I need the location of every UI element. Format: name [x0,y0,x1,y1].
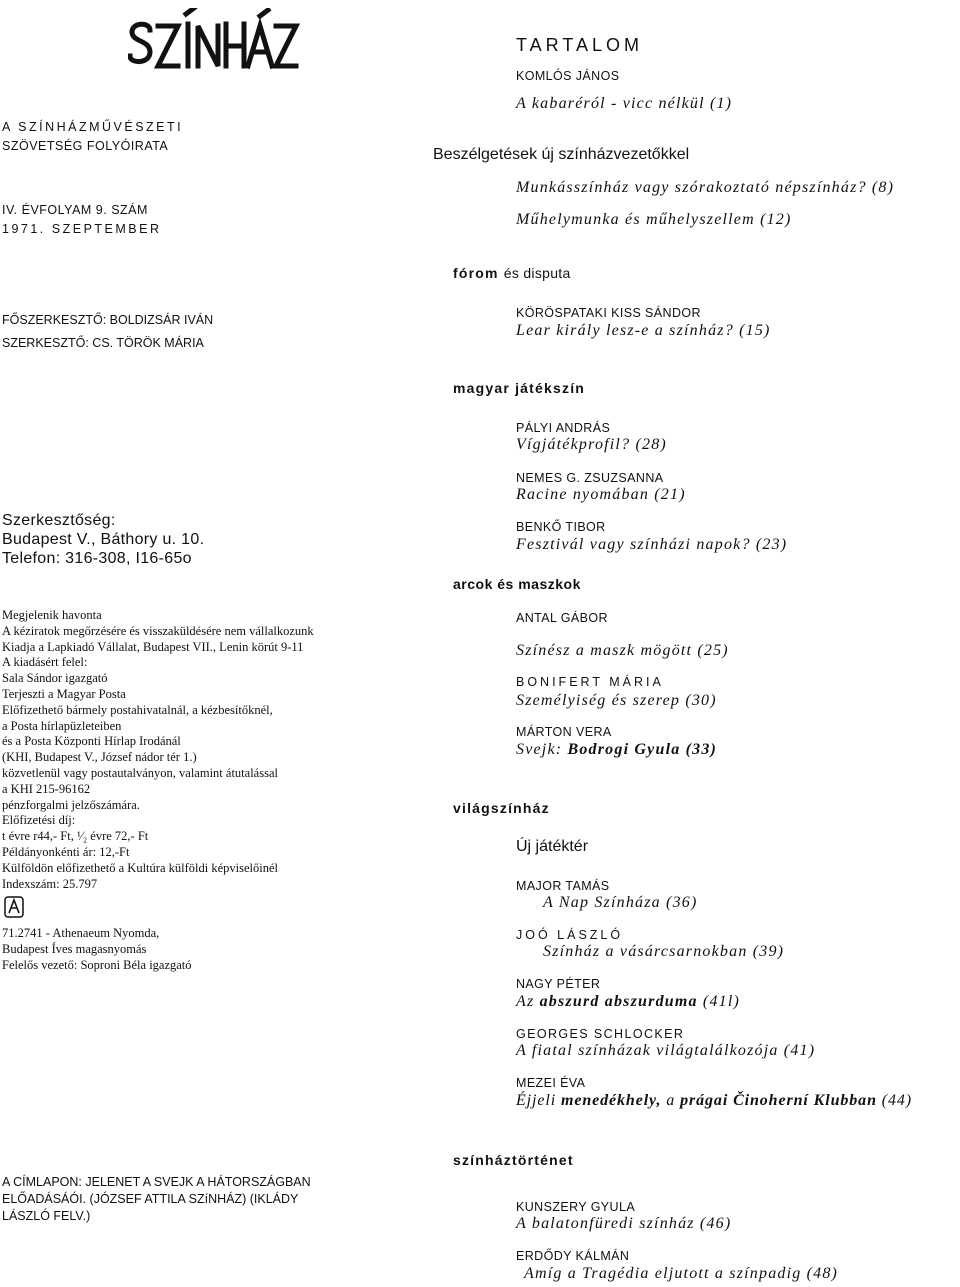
article-title: A fiatal színházak világtalálkozója (41) [516,1042,816,1059]
article-title: A kabaréról - vicc nélkül (1) [516,95,733,112]
colophon-line: Megjelenik havonta [2,608,102,622]
article-title: Színház a vásárcsarnokban (39) [543,943,785,960]
publisher-line-1: A SZÍNHÁZMŰVÉSZETI [2,120,184,134]
article-author: PÁLYI ANDRÁS [516,421,611,435]
section-heading-vilag: világszínház [453,800,550,816]
title-part-bold: Bodrogi Gyula (33) [567,741,718,758]
editor-in-chief: FŐSZERKESZTŐ: BOLDIZSÁR IVÁN [2,313,214,327]
article-title: Fesztivál vagy színházi napok? (23) [516,536,788,553]
section-heading-tortenet: színháztörténet [453,1152,574,1168]
colophon-line: (KHI, Budapest V., József nádor tér 1.) [2,750,197,765]
colophon-line: Indexszám: 25.797 [2,876,98,891]
section-heading-forum [453,265,571,281]
publisher-line-2: SZÖVETSÉG FOLYÓIRATA [2,139,169,153]
toc-heading: TARTALOM [516,35,644,55]
colophon-line: a KHI 215-96162 [2,781,91,796]
title-part-bold: abszurd abszurduma [539,993,698,1010]
office-label: Szerkesztőség: [2,512,116,529]
office-address: Budapest V., Báthory u. 10. [2,531,205,548]
article-title: Személyiség és szerep (30) [516,692,717,709]
colophon-line: a Posta hírlapüzleteiben [2,718,122,733]
article-author: BENKŐ TIBOR [516,520,606,534]
article-author: JOÓ LÁSZLÓ [516,928,624,942]
article-title: Munkásszínház vagy szórakoztató népszínház? (8) [516,179,895,196]
article-title [516,1092,912,1110]
colophon-line: és a Posta Központi Hírlap Irodánál [2,734,181,749]
colophon-line: t évre r44,- Ft, ¹⁄₂ évre 72,- Ft [2,829,149,844]
article-author: MEZEI ÉVA [516,1076,586,1090]
colophon-line: közvetlenül vagy postautalványon, valamint átutalással [2,765,278,780]
article-title: Racine nyomában (21) [516,486,686,503]
colophon-line: Előfizetési díj: [2,813,76,828]
article-author: BONIFERT MÁRIA [516,675,664,689]
article-author: KOMLÓS JÁNOS [516,69,620,83]
printer-line: Budapest Íves magasnyomás [2,942,147,957]
article-author: ERDŐDY KÁLMÁN [516,1249,630,1263]
title-part-bold: menedékhely, [560,1092,662,1109]
title-part-bold: prágai Činoherní Klubban [680,1092,877,1109]
colophon-line: Sala Sándor igazgató [2,671,108,686]
szinhaz-logo-icon [128,8,300,78]
colophon-line: Kiadja a Lapkiadó Vállalat, Budapest VII., Lenin körút 9-11 [2,639,304,654]
title-part: a [666,1092,676,1109]
article-title: Lear király lesz-e a színház? (15) [516,322,771,339]
subsection-new-stage: Új játéktér [516,838,589,855]
printer-mark-area [2,892,402,926]
volume-number: IV. ÉVFOLYAM 9. SZÁM [2,203,148,217]
section-heading-magyar: magyar játékszín [453,380,586,396]
article-author: GEORGES SCHLOCKER [516,1027,685,1041]
title-part: Éjjeli [516,1092,557,1109]
article-author: NAGY PÉTER [516,977,601,991]
colophon-line: A kiadásért felel: [2,655,88,670]
article-title: Műhelymunka és műhelyszellem (12) [516,211,792,228]
article-author: MÁRTON VERA [516,725,612,739]
printer-line: Felelős vezető: Soproni Béla igazgató [2,957,192,972]
title-part: (44) [881,1092,913,1109]
colophon-line: Terjeszti a Magyar Posta [2,686,126,701]
colophon-line: Előfizethető bármely postahivatalnál, a kézbesítőknél, [2,702,273,717]
article-author: MAJOR TAMÁS [516,879,610,893]
printer-mark-icon [4,896,24,918]
title-part: Svejk: [516,741,563,758]
colophon-line: pénzforgalmi jelzőszámára. [2,797,140,812]
article-title: A balatonfüredi színház (46) [516,1215,732,1232]
colophon-line: Példányonkénti ár: 12,-Ft [2,844,130,859]
article-author: NEMES G. ZSUZSANNA [516,471,664,485]
section-heading-part: és disputa [503,265,571,281]
article-title: Vígjátékprofil? (28) [516,436,667,453]
issue-date: 1971. SZEPTEMBER [2,222,162,236]
section-heading-part: fórom [453,265,499,281]
article-title: Színész a maszk mögött (25) [516,642,729,659]
office-phone: Telefon: 316-308, I16-65o [2,550,192,567]
article-author: ANTAL GÁBOR [516,611,608,625]
editor: SZERKESZTŐ: CS. TÖRÖK MÁRIA [2,336,204,350]
interviews-heading: Beszélgetések új színházvezetőkkel [433,146,690,163]
article-title [516,741,717,759]
magazine-logo [128,8,300,78]
colophon-line: A kéziratok megőrzésére és visszaküldésére nem vállalkozunk [2,623,314,638]
article-title [516,993,740,1011]
section-heading-arcok: arcok és maszkok [453,576,581,592]
title-part: (41l) [702,993,741,1010]
article-author: KÖRÖSPATAKI KISS SÁNDOR [516,306,701,320]
printer-line: 71.2741 - Athenaeum Nyomda, [2,926,160,941]
article-title: A Nap Színháza (36) [543,894,698,911]
cover-note-line-1: A CÍMLAPON: JELENET A SVEJK A HÁTORSZÁGBAN [2,1175,311,1189]
colophon-line: Külföldön előfizethető a Kultúra külföldi képviselőinél [2,860,278,875]
title-part: Az [516,993,535,1010]
article-author: KUNSZERY GYULA [516,1200,636,1214]
colophon [2,608,402,974]
article-title: Amíg a Tragédia eljutott a színpadig (48) [524,1265,839,1282]
cover-note-line-2: ELŐADÁSÁÓI. (JÓZSEF ATTILA SZíNHÁZ) (IKLÁDY [2,1192,299,1206]
cover-note-line-3: LÁSZLÓ FELV.) [2,1209,91,1223]
